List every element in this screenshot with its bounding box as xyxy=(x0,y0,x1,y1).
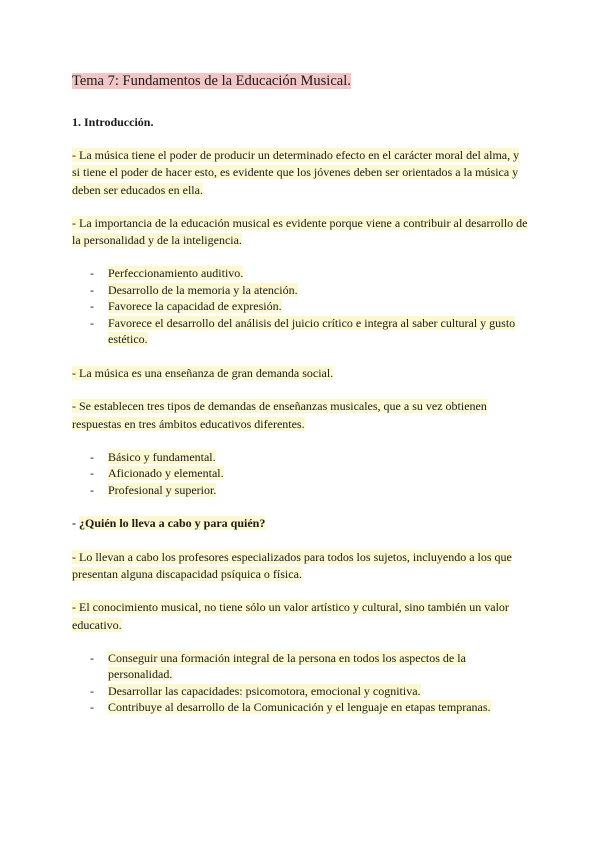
paragraph-1: - La música tiene el poder de producir un determinado efecto en el carácter moral del alma, y si tiene el poder de hacer esto, es evidente que los jóvenes deben ser orientados a la música y deben ser educados en ella. xyxy=(72,148,520,197)
list-item: - Profesional y superior. xyxy=(90,482,217,497)
list-item: - Aficionado y elemental. xyxy=(90,466,224,481)
list-educational-goals xyxy=(72,650,530,716)
paragraph-6: - El conocimiento musical, no tiene sólo un valor artístico y cultural, sino también un valor educativo. xyxy=(72,600,509,632)
question-heading: - ¿Quién lo lleva a cabo y para quién? xyxy=(72,516,266,531)
list-item: - Básico y fundamental. xyxy=(90,449,216,464)
paragraph-3: - La música es una enseñanza de gran demanda social. xyxy=(72,365,334,380)
list-item: - Conseguir una formación integral de la persona en todos los aspectos de la personalidad. xyxy=(90,650,466,682)
list-item: - Perfeccionamiento auditivo. xyxy=(90,266,244,281)
list-item: - Desarrollar las capacidades: psicomotora, emocional y cognitiva. xyxy=(90,683,421,698)
list-demand-types xyxy=(72,449,530,499)
paragraph-2: - La importancia de la educación musical es evidente porque viene a contribuir al desarrollo de la personalidad y de la inteligencia. xyxy=(72,215,528,248)
list-item: - Contribuye al desarrollo de la Comunicación y el lenguaje en etapas tempranas. xyxy=(90,700,491,715)
paragraph-4: - Se establecen tres tipos de demandas de enseñanzas musicales, que a su vez obtienen respuestas en tres ámbitos educativos diferentes. xyxy=(72,399,487,431)
list-item: - Favorece el desarrollo del análisis del juicio crítico e integra al saber cultural y gusto estético. xyxy=(90,315,516,347)
document-title: Tema 7: Fundamentos de la Educación Musical. xyxy=(72,73,351,89)
paragraph-5: - Lo llevan a cabo los profesores especializados para todos los sujetos, incluyendo a los que presentan alguna discapacidad psíquica o física. xyxy=(72,549,512,581)
list-item: - Desarrollo de la memoria y la atención. xyxy=(90,282,298,297)
list-benefits xyxy=(72,265,530,348)
list-item: - Favorece la capacidad de expresión. xyxy=(90,299,282,314)
section-heading-introduccion: 1. Introducción. xyxy=(72,115,154,129)
